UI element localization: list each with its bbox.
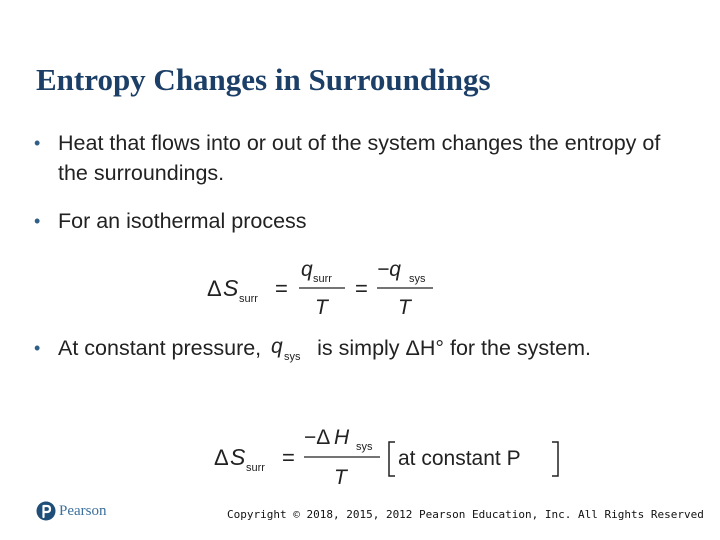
bullet-item [34,333,684,365]
entropy-constant-pressure-equation [212,420,572,492]
pearson-logo-icon [36,501,56,521]
right-bracket [552,442,558,476]
delta-symbol: Δ [214,445,229,470]
bullet-item [34,128,684,188]
bullet-dot: • [34,211,41,231]
numerator-minus-q: −q [377,258,401,281]
delta-symbol: Δ [207,276,222,301]
entropy-surroundings-equation [205,252,445,324]
subscript-surr: surr [246,462,265,474]
subscript-surr: surr [313,273,332,285]
equals-sign: = [282,445,295,470]
slide-title: Entropy Changes in Surroundings [36,62,491,97]
numerator-h: H [334,426,350,449]
bullet-text: For an isothermal process [58,209,307,233]
numerator-q: q [301,258,313,281]
entropy-symbol: S [230,444,246,470]
bullet-text [58,333,684,365]
logo-text: Pearson [59,502,107,519]
bullet-dot: • [34,338,41,358]
bullet-item [34,206,684,236]
subscript-sys: sys [284,351,301,364]
subscript-surr: surr [239,293,258,305]
numerator-minus-delta: −Δ [304,426,331,449]
equals-sign: = [275,276,288,301]
pearson-logo [36,501,107,521]
left-bracket [389,442,395,476]
bullet-text-before: At constant pressure, [58,336,262,360]
copyright-text: Copyright © 2018, 2015, 2012 Pearson Education, Inc. All Rights Reserved [227,508,704,521]
subscript-sys: sys [356,441,373,453]
bullet-text-after: is simply ΔH° for the system. [317,336,591,360]
subscript-sys: sys [409,273,426,285]
denominator-t: T [315,296,328,319]
inline-q-sys [267,333,311,365]
denominator-t: T [334,466,347,489]
bullet-text: Heat that flows into or out of the system changes the entropy of the surroundings. [58,131,661,185]
inline-q: q [271,335,283,359]
condition-text: at constant P [398,447,521,470]
denominator-t: T [398,296,411,319]
bullet-dot: • [34,133,41,153]
entropy-symbol: S [223,275,239,301]
equals-sign: = [355,276,368,301]
